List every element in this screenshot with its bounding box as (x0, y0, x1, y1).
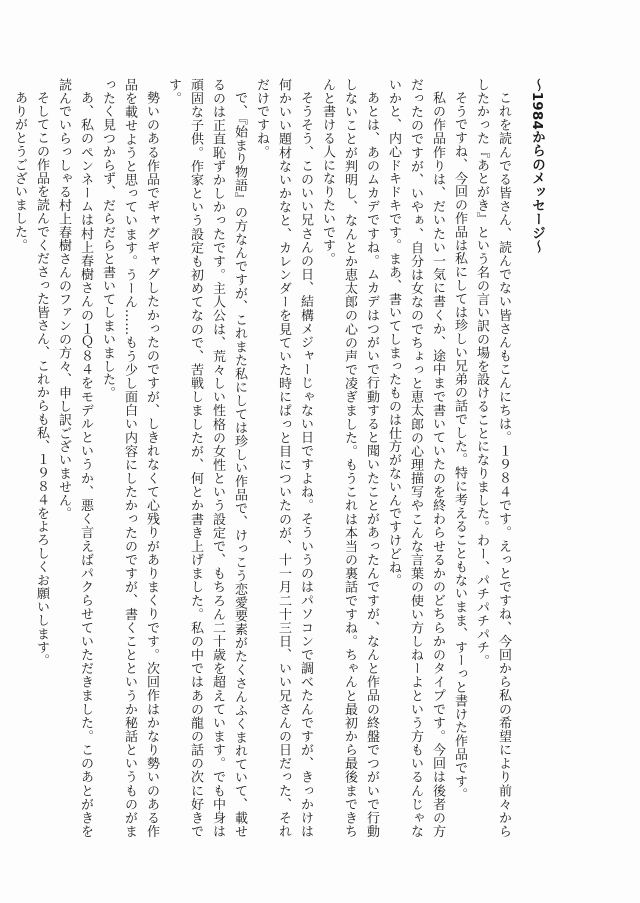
paragraph-brother-day: そうそう、このいい兄さんの日、結構メジャーじゃない日ですよね。そういうのはパソコンで調べたんですが、きっかけは何かいい題材ないかなと、カレンダーを見ていた時にぱっと目についたのが、十一月二十三日、いい兄さんの日だった、それだけですね。 (254, 78, 313, 838)
afterword-text (12, 78, 548, 838)
paragraph-centipede: あとは、あのムカデですね。ムカデはつがいで行動すると聞いたことがあったんですが、なんと作品の終盤でつがいで行動しないことが判明し、なんとか恵太郎の心の声で凌ぎました。もうこれは本当の裏話ですね。ちゃんと最初から最後まできちんと書ける人になりたいです。 (320, 78, 379, 838)
paragraph-pen-name: あ、私のペンネームは村上春樹さんの１Ｑ８４をモデルというか、悪く言えばパクらせていただきました。このあとがきを読んでいらっしゃる村上春樹さんのファンの方々、申し訳ございません。 (56, 78, 93, 838)
afterword-title: ～1984からのメッセージ～ (529, 78, 545, 254)
paragraph-beginning-story: で、『始まり物語』の方なんですが、これまた私にしては珍しい作品で、けっこう恋愛要素がたくさんふくまれていて、載せるのは正直恥ずかしかったです。主人公は、荒々しい性格の女性という設定で、もちろん二十歳を超えています。でも中身は頑固な子供。作家という設定も初めてなので、苦戦しましたが、何とか書き上げました。私の中ではあの龍の話の次に好きです。 (166, 78, 247, 838)
paragraph-thanks: ありがとうございました。 (12, 91, 27, 252)
paragraph-closing: そしてこの作品を読んでくださった皆さん、これからも私、１９８４をよろしくお願いします。 (34, 91, 49, 668)
paragraph-greeting: これを読んでる皆さん、読んでない皆さんもこんにちは。１９８４です。えっとですね、今回から私の希望により前々からしたかった『あとがき』という名の言い訳の場を設けることになりました。わー、パチパチパチ。 (474, 78, 511, 838)
paragraph-gag-regret: 勢いのある作品でギャグギャグしたかったのですが、しきれなくて心残りがありまくりです。次回作はかなり勢いのある作品を載せようと思っています。うーん……もう少し面白い内容にしたかったのですが、書くことというか秘話というものがまったく見つからず、だらだらと書いてしまいました。 (100, 78, 159, 838)
paragraph-writing-style: 私の作品作りは、だいたい一気に書くか、途中まで書いていたのを終わらせるかのどちらかのタイプです。今回は後者の方だったのですが、いやぁ、自分は女なのでちょっと恵太郎の心理描写やこんな言葉の使い方しねーよという方もいるんじゃないかと、内心ドキドキです。まあ、書いてしまったものは仕方がないんですけどね。 (386, 78, 445, 838)
paragraph-brothers-story: そうですね、今回の作品は私にしては珍しい兄弟の話でした。特に考えることもないまま、すーっと書けた作品です。 (452, 91, 467, 802)
